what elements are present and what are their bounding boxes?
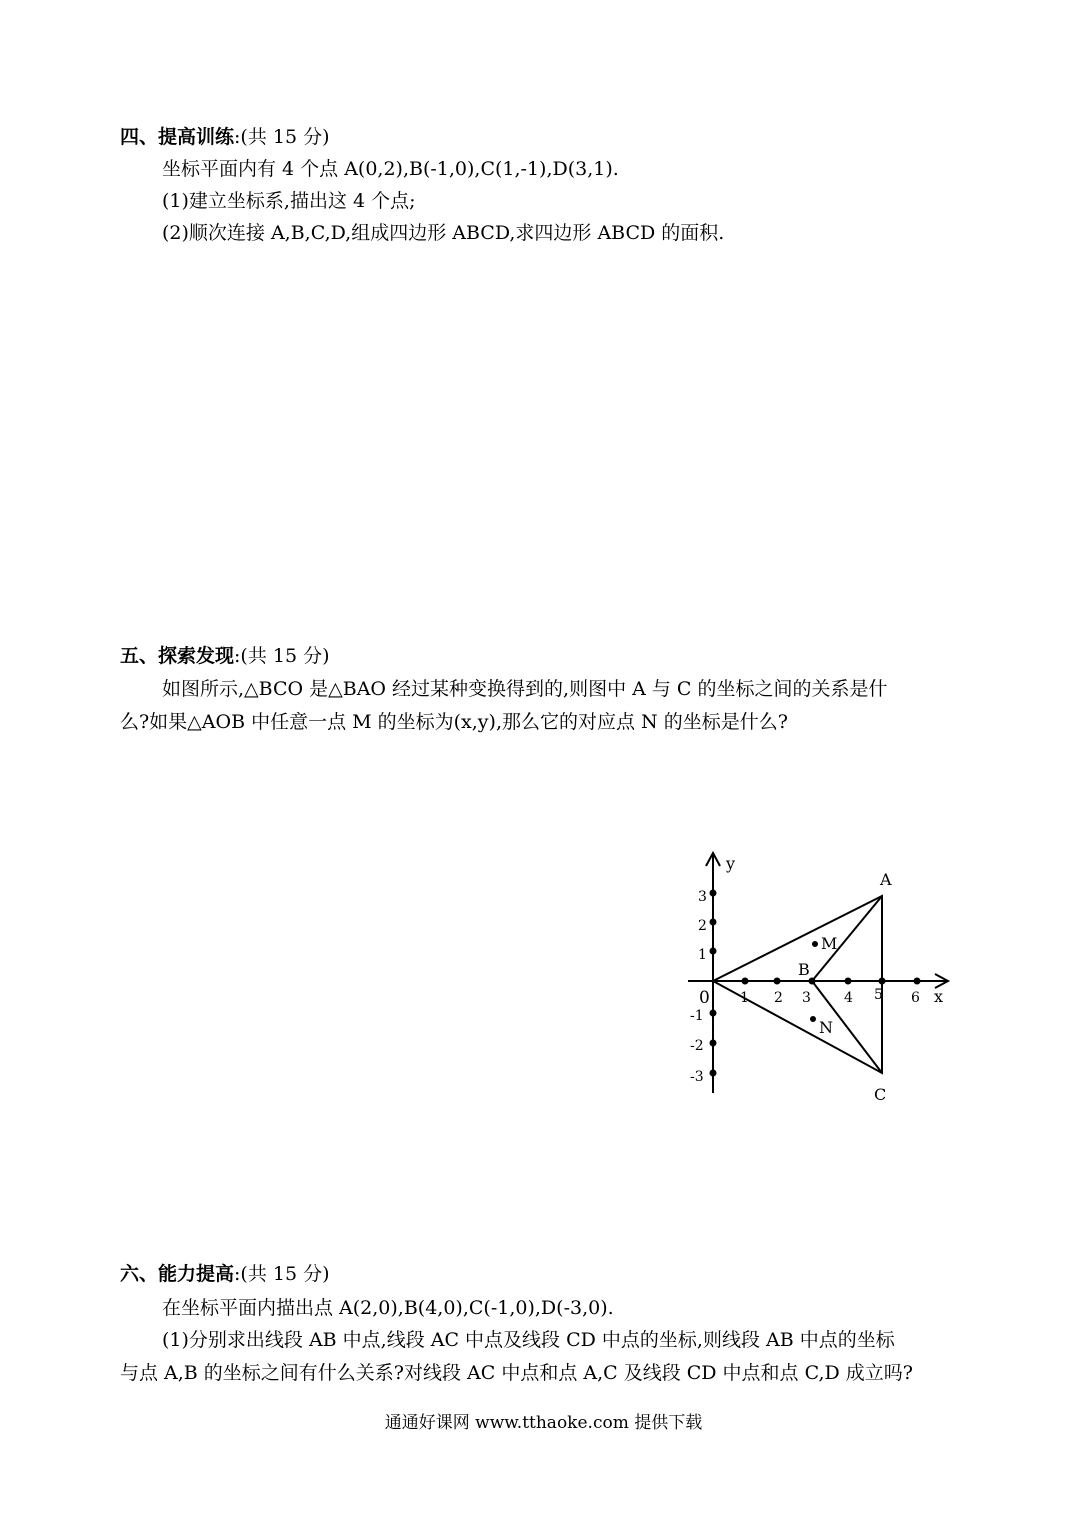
x-tick-dot (845, 978, 852, 985)
y-tick-dot (710, 919, 717, 926)
section-5-score: :(共 15 分) (234, 645, 330, 667)
point-m-dot (812, 941, 818, 947)
section-5-heading (120, 641, 330, 668)
x-tick-label: 5 (874, 987, 883, 1003)
x-tick-label: 3 (802, 990, 811, 1006)
y-tick-label: -1 (690, 1008, 704, 1024)
section-4-title: 四、提高训练 (120, 126, 235, 148)
y-tick-label: 1 (698, 947, 707, 963)
y-tick-dot (710, 1010, 717, 1017)
section-6-heading (120, 1259, 330, 1286)
point-m-label: M (821, 934, 838, 953)
section-6-line-3: 与点 A,B 的坐标之间有什么关系?对线段 AC 中点和点 A,C 及线段 CD 中点和点 C,D 成立吗? (120, 1362, 913, 1384)
section-4-score: :(共 15 分) (234, 126, 330, 148)
origin-label: 0 (699, 988, 710, 1008)
point-b-label: B (798, 960, 810, 979)
section-5-line-2: 么?如果△AOB 中任意一点 M 的坐标为(x,y),那么它的对应点 N 的坐标是什么? (120, 711, 788, 733)
y-tick-dot (710, 1040, 717, 1047)
section-6-title: 六、能力提高 (120, 1263, 235, 1285)
x-tick-dot (774, 978, 781, 985)
point-c-label: C (874, 1085, 887, 1104)
section-4-line-2: (1)建立坐标系,描出这 4 个点; (162, 190, 416, 212)
point-a-label: A (880, 870, 892, 889)
section-4-heading (120, 122, 330, 149)
section-5-title: 五、探索发现 (120, 645, 235, 667)
x-tick-dot (742, 978, 749, 985)
x-axis-label: x (934, 987, 944, 1006)
section-6-line-1: 在坐标平面内描出点 A(2,0),B(4,0),C(-1,0),D(-3,0). (162, 1297, 614, 1319)
x-tick-label: 1 (740, 990, 749, 1006)
outer-triangle (713, 896, 882, 1073)
y-axis-label: y (726, 854, 736, 873)
section-6-line-2: (1)分别求出线段 AB 中点,线段 AC 中点及线段 CD 中点的坐标,则线段 AB 中点的坐标 (162, 1329, 895, 1351)
point-n-label: N (819, 1018, 833, 1037)
x-tick-dot (879, 978, 886, 985)
y-tick-label: -2 (690, 1038, 704, 1054)
coordinate-figure (680, 845, 960, 1110)
y-tick-label: 3 (698, 889, 707, 905)
y-tick-label: -3 (690, 1069, 704, 1085)
y-tick-label: 2 (698, 918, 707, 934)
x-tick-dot (914, 978, 921, 985)
x-tick-label: 6 (911, 990, 920, 1006)
section-6-score: :(共 15 分) (234, 1263, 330, 1285)
x-tick-label: 4 (844, 990, 853, 1006)
point-n-dot (810, 1016, 816, 1022)
y-tick-dot (710, 1070, 717, 1077)
y-tick-dot (710, 948, 717, 955)
x-tick-label: 2 (774, 990, 783, 1006)
y-tick-dot (710, 890, 717, 897)
section-4-line-1: 坐标平面内有 4 个点 A(0,2),B(-1,0),C(1,-1),D(3,1). (162, 158, 619, 180)
section-5-line-1: 如图所示,△BCO 是△BAO 经过某种变换得到的,则图中 A 与 C 的坐标之间的关系是什 (162, 678, 888, 700)
page-footer: 通通好课网 www.tthaoke.com 提供下载 (384, 1413, 703, 1433)
section-4-line-3: (2)顺次连接 A,B,C,D,组成四边形 ABCD,求四边形 ABCD 的面积. (162, 222, 725, 244)
